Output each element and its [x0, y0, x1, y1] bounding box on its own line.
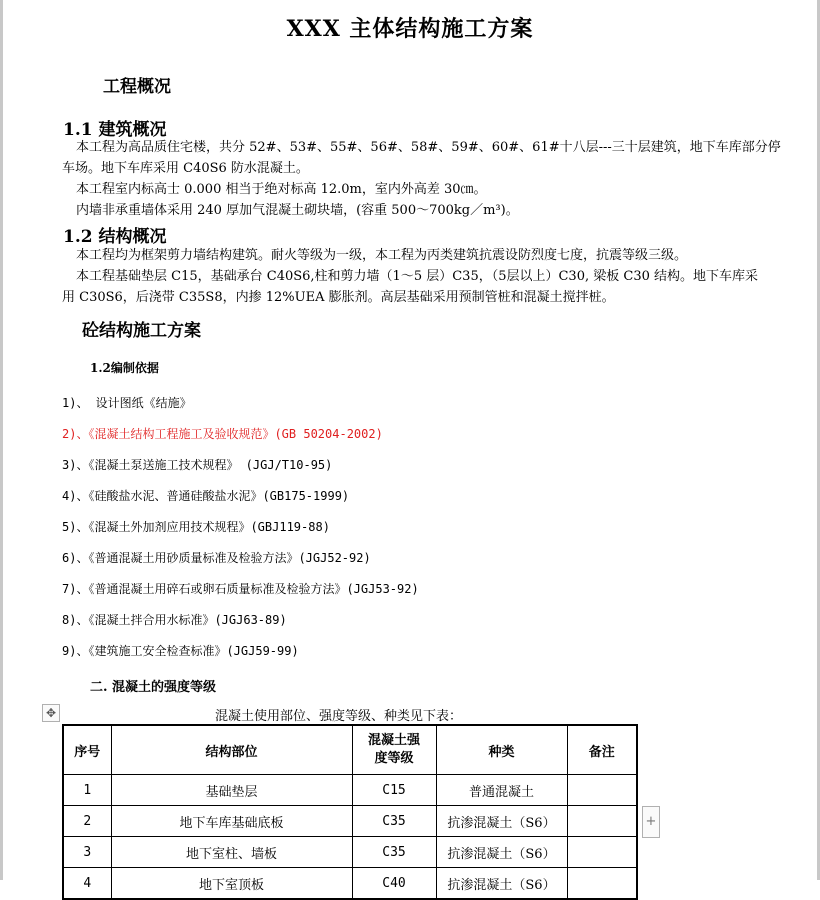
table-row [63, 775, 637, 806]
table-cell: 抗渗混凝土（S6） [436, 868, 567, 900]
paragraph-line: 本工程室内标高士 0.000 相当于绝对标高 12.0m，室内外高差 30㎝。 [76, 182, 487, 197]
table-caption: 混凝土使用部位、强度等级、种类见下表： [215, 709, 463, 724]
table-cell: 抗渗混凝土（S6） [436, 837, 567, 868]
reference-item: 4)、《硅酸盐水泥、普通硅酸盐水泥》(GB175-1999) [62, 489, 350, 503]
table-cell: 地下车库基础底板 [111, 806, 352, 837]
reference-item: 8)、《混凝土拌合用水标准》(JGJ63-89) [62, 613, 287, 627]
table-cell [567, 868, 637, 900]
table-move-handle-icon[interactable]: ✥ [42, 704, 60, 722]
overview-heading: 工程概况 [103, 77, 171, 97]
table-cell [567, 775, 637, 806]
table-cell: 1 [63, 775, 111, 806]
paragraph-line: 本工程均为框架剪力墙结构建筑。耐火等级为一级，本工程为丙类建筑抗震设防烈度七度，抗震等级三级。 [76, 248, 688, 263]
strength-heading: 二. 混凝土的强度等级 [90, 680, 217, 695]
plan-heading: 砼结构施工方案 [82, 321, 201, 341]
concrete-grade-table [62, 724, 638, 900]
reference-item: 1)、 设计图纸《结施》 [62, 396, 192, 410]
add-row-button[interactable]: + [642, 806, 660, 838]
reference-item: 5)、《混凝土外加剂应用技术规程》(GBJ119-88) [62, 520, 330, 534]
table-cell: 3 [63, 837, 111, 868]
paragraph-line: 用 C30S6，后浇带 C35S8，内掺 12%UEA 膨胀剂。高层基础采用预制管桩和混凝土搅拌桩。 [62, 290, 615, 305]
document-title: XXX 主体结构施工方案 [286, 16, 534, 42]
basis-heading: 1.2编制依据 [90, 361, 159, 375]
table-row [63, 837, 637, 868]
table-row [63, 868, 637, 900]
table-cell: 地下室顶板 [111, 868, 352, 900]
header-cell-index: 序号 [63, 725, 111, 775]
table-cell: 2 [63, 806, 111, 837]
table-header-row [63, 725, 637, 775]
header-cell-remark: 备注 [567, 725, 637, 775]
table-cell: 4 [63, 868, 111, 900]
reference-item: 7)、《普通混凝土用碎石或卵石质量标准及检验方法》(JGJ53-92) [62, 582, 419, 596]
header-cell-grade: 混凝土强度等级 [352, 725, 436, 775]
reference-item: 3)、《混凝土泵送施工技术规程》 (JGJ/T10-95) [62, 458, 333, 472]
table-cell: 地下室柱、墙板 [111, 837, 352, 868]
table-cell: 抗渗混凝土（S6） [436, 806, 567, 837]
reference-item: 9)、《建筑施工安全检查标准》(JGJ59-99) [62, 644, 299, 658]
header-cell-location: 结构部位 [111, 725, 352, 775]
reference-item: 2)、《混凝土结构工程施工及验收规范》(GB 50204-2002) [62, 427, 383, 441]
paragraph-line: 内墙非承重墙体采用 240 厚加气混凝土砌块墙，(容重 500～700kg／m³)。 [76, 203, 519, 218]
reference-item: 6)、《普通混凝土用砂质量标准及检验方法》(JGJ52-92) [62, 551, 371, 565]
paragraph-line: 车场。地下车库采用 C40S6 防水混凝土。 [62, 161, 309, 176]
paragraph-line: 本工程基础垫层 C15，基础承台 C40S6,柱和剪力墙（1～5 层）C35，（5层以上）C30, 梁板 C30 结构。地下车库采 [76, 269, 758, 284]
section-heading-architecture: 1.1 建筑概况 [63, 120, 167, 140]
table-cell [567, 806, 637, 837]
table-cell [567, 837, 637, 868]
table-cell: C15 [352, 775, 436, 806]
table-row [63, 806, 637, 837]
header-cell-type: 种类 [436, 725, 567, 775]
table-cell: C35 [352, 806, 436, 837]
table-cell: C40 [352, 868, 436, 900]
table-cell: C35 [352, 837, 436, 868]
section-heading-structure: 1.2 结构概况 [63, 227, 167, 247]
table-cell: 基础垫层 [111, 775, 352, 806]
paragraph-line: 本工程为高品质住宅楼，共分 52#、53#、55#、56#、58#、59#、60#、61#十八层---三十层建筑，地下车库部分停 [76, 140, 781, 155]
table-cell: 普通混凝土 [436, 775, 567, 806]
